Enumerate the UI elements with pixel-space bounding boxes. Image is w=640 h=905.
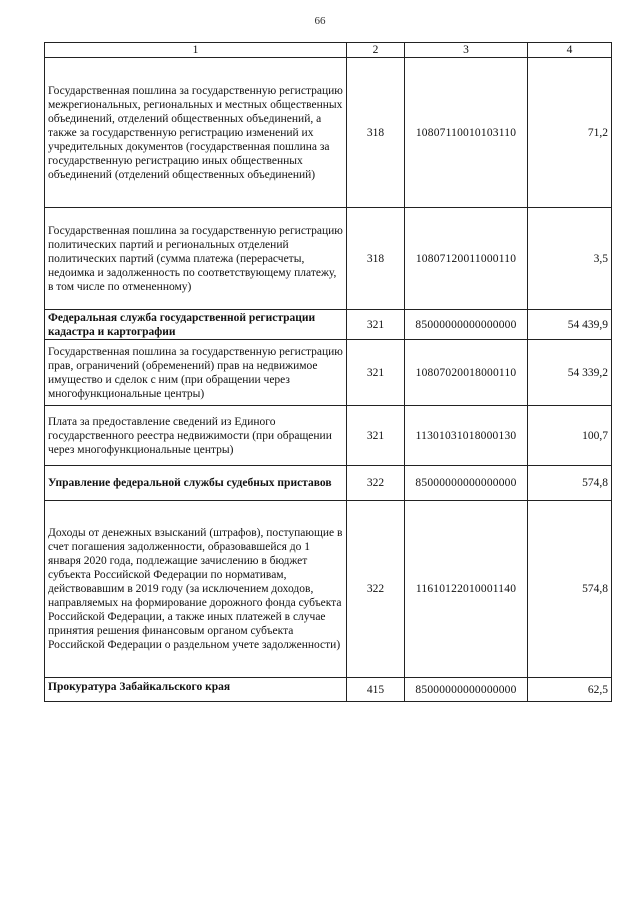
row-admin-code: 321 <box>347 310 405 340</box>
table-header-row <box>45 43 612 58</box>
row-amount: 100,7 <box>528 406 612 466</box>
column-header-1: 1 <box>45 43 347 58</box>
column-header-3: 3 <box>405 43 528 58</box>
row-amount: 54 339,2 <box>528 340 612 406</box>
row-admin-code: 321 <box>347 340 405 406</box>
row-kbk-code: 10807110010103110 <box>405 58 528 208</box>
row-kbk-code: 11301031018000130 <box>405 406 528 466</box>
row-kbk-code: 85000000000000000 <box>405 678 528 702</box>
row-kbk-code: 85000000000000000 <box>405 466 528 501</box>
row-description: Государственная пошлина за государственную регистрацию межрегиональных, региональных и местных общественных объединений, отделений общественных объединений, а также за государственную регистрацию изменений их учредительных документов (государственная пошлина за государственную регистрацию иных общественных объединений (отделений общественных объединений) <box>45 58 347 208</box>
table-row-section <box>45 466 612 501</box>
table-row-section <box>45 678 612 702</box>
row-amount: 574,8 <box>528 501 612 678</box>
row-admin-code: 318 <box>347 208 405 310</box>
row-kbk-code: 85000000000000000 <box>405 310 528 340</box>
row-admin-code: 322 <box>347 466 405 501</box>
section-title: Прокуратура Забайкальского края <box>45 678 347 702</box>
row-kbk-code: 10807120011000110 <box>405 208 528 310</box>
row-amount: 3,5 <box>528 208 612 310</box>
row-admin-code: 415 <box>347 678 405 702</box>
row-amount: 62,5 <box>528 678 612 702</box>
row-amount: 71,2 <box>528 58 612 208</box>
table-row <box>45 340 612 406</box>
section-title: Федеральная служба государственной регистрации кадастра и картографии <box>45 310 347 340</box>
table-row <box>45 501 612 678</box>
row-kbk-code: 10807020018000110 <box>405 340 528 406</box>
row-amount: 54 439,9 <box>528 310 612 340</box>
table-row <box>45 58 612 208</box>
row-admin-code: 318 <box>347 58 405 208</box>
column-header-4: 4 <box>528 43 612 58</box>
column-header-2: 2 <box>347 43 405 58</box>
table-row-section <box>45 310 612 340</box>
table-row <box>45 208 612 310</box>
row-kbk-code: 11610122010001140 <box>405 501 528 678</box>
row-description: Государственная пошлина за государственную регистрацию политических партий и региональных отделений политических партий (сумма платежа (перерасчеты, недоимка и задолженность по соответствующему платежу, в том числе по отмененному) <box>45 208 347 310</box>
row-description: Государственная пошлина за государственную регистрацию прав, ограничений (обременений) прав на недвижимое имущество и сделок с ним (при обращении через многофункциональные центры) <box>45 340 347 406</box>
revenue-table <box>44 42 612 702</box>
row-admin-code: 321 <box>347 406 405 466</box>
row-description: Плата за предоставление сведений из Единого государственного реестра недвижимости (при обращении через многофункциональные центры) <box>45 406 347 466</box>
section-title: Управление федеральной службы судебных приставов <box>45 466 347 501</box>
table-row <box>45 406 612 466</box>
row-admin-code: 322 <box>347 501 405 678</box>
row-amount: 574,8 <box>528 466 612 501</box>
row-description: Доходы от денежных взысканий (штрафов), поступающие в счет погашения задолженности, образовавшейся до 1 января 2020 года, подлежащие зачислению в бюджет субъекта Российской Федерации по нормативам, действовавшим в 2019 году (за исключением доходов, направляемых на формирование дорожного фонда субъекта Российской Федерации, а также иных платежей в случае принятия решения финансовым органом субъекта Российской Федерации о раздельном учете задолженности) <box>45 501 347 678</box>
page-number: 66 <box>314 15 326 27</box>
